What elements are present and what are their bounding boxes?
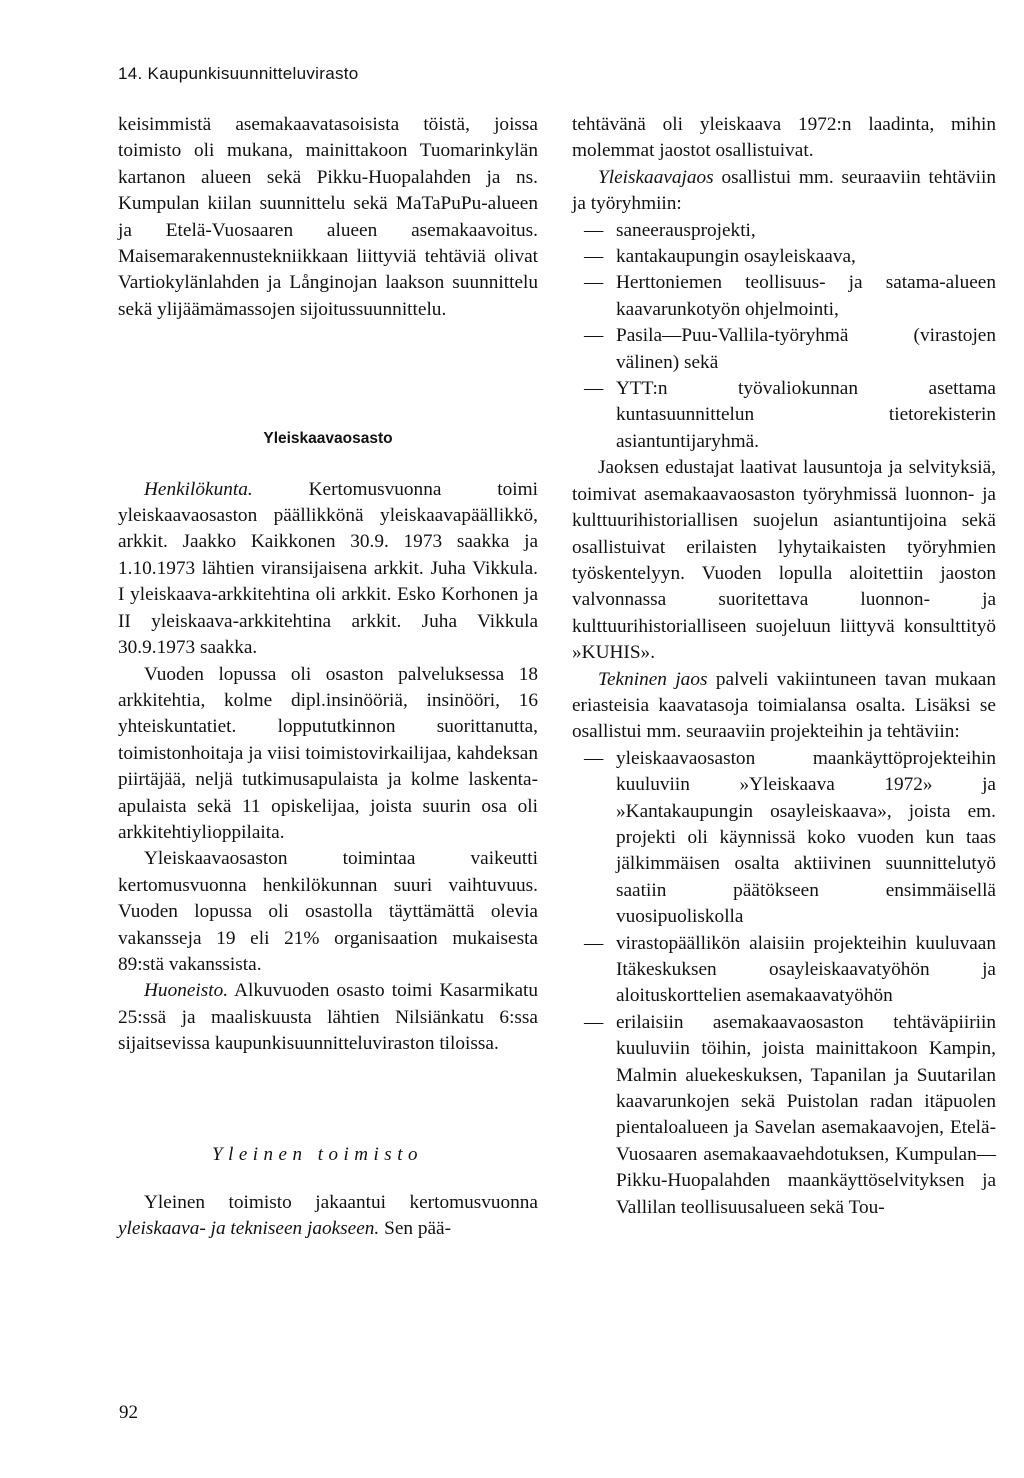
staff-paragraph: Vuoden lopussa oli osaston palveluksessa 18 arkkitehtia, kolme dipl.insinööriä, insinööri, 16 yhteiskuntatiet. loppututkinnon suorittanutta, toimistonhoitaja ja viisi toimistovirkailijaa, kahdeksan piirtäjää, neljä tutkimusapulaista ja kolme laskenta-apulaista sekä 11 opiskelijaa, joista suurin osa oli arkkitehtiylioppilaita. [118,663,538,843]
huoneisto-text: Alkuvuoden osasto toimi Kasarmikatu 25:ssä ja maaliskuusta lähtien Nilsiänkatu 6:ssa sijaitsevissa kaupunkisuunnitteluviraston tiloissa. [118,980,538,1055]
tekninen-label: Tekninen jaos [598,668,708,690]
tekninen-paragraph [572,667,996,746]
running-head: 14. Kaupunkisuunnitteluvirasto [118,64,359,83]
yleiskaavajaos-text: osallistui mm. seuraaviin tehtäviin ja työryhmiin: [572,166,996,215]
section-heading-yleiskaavaosasto: Yleiskaavaosasto [263,430,393,448]
list-item: — Herttoniemen teollisuus- ja satama-alueen kaavarunkotyön ohjelmointi, [572,270,996,323]
list-item: — yleiskaavaosaston maankäyttöprojekteihin kuuluviin »Yleiskaava 1972» ja »Kantakaupungin osayleiskaava», joista em. projekti oli käynnissä koko vuoden kun taas jälkimmäisen osalta aktiivinen suunnittelutyö saatiin päätökseen ensimmäisellä vuosipuoliskolla [572,746,996,931]
huoneisto-paragraph [118,978,538,1057]
task-list [572,218,996,456]
list-item: — Pasila—Puu-Vallila-työryhmä (virastojen välinen) sekä [572,323,996,376]
yleinen-paragraph [118,1190,538,1243]
yleiskaavajaos-paragraph [572,165,996,218]
subsection-heading-yleinen-toimisto: Yleinen toimisto [212,1143,423,1165]
henkilokunta-text: Kertomusvuonna toimi yleiskaavaosaston päällikkönä yleiskaavapäällikkö, arkkit. Jaakko Kaikkonen 30.9. 1973 saakka ja 1.10.1973 lähtien viransijaisena arkkit. Juha Vikkula. I yleiskaava-arkkitehtina oli arkkit. Esko Korhonen ja II yleiskaava-arkkitehtina arkkit. Juha Vikkula 30.9.1973 saakka. [118,478,538,659]
project-list [572,746,996,1221]
yleinen-start: Yleinen toimisto jakaantui kertomusvuonna [144,1192,538,1213]
intro-paragraph: keisimmistä asemakaavatasoisista töistä, joissa toimisto oli mukana, mainittakoon Tuomarinkylän kartanon alueen sekä Pikku-Huopalahden ja ns. Kumpulan kiilan suunnittelu sekä MaTaPuPu-alueen ja Etelä-Vuosaaren alueen asemakaavoitus. Maisemarakennustekniikkaan liittyviä tehtäviä olivat Vartiokylänlahden ja Långinojan laakson suunnittelu sekä ylijäämämassojen sijoitussuunnittelu. [118,114,538,320]
list-item: — erilaisiin asemakaavaosaston tehtäväpiiriin kuuluviin töihin, joista mainittakoon Kampin, Malmin aluekeskuksen, Tapanilan ja Suutarilan kaavarunkojen sekä Puistolan radan itäpuolen pientaloalueen ja Savelan asemakaavojen, Etelä-Vuosaaren asemakaavaehdotuksen, Kumpulan—Pikku-Huopalahden maankäyttöselvityksen ja Vallilan teollisuusalueen sekä Tou- [572,1010,996,1221]
tekninen-text: palveli vakiintuneen tavan mukaan eriasteisia kaavatasoja toimialansa osalta. Lisäksi se osallistui mm. seuraaviin projekteihin ja tehtäviin: [572,668,996,743]
page-number: 92 [119,1402,138,1423]
yleinen-italic: yleiskaava- ja tekniseen jaokseen. [118,1218,380,1240]
continuation-paragraph: tehtävänä oli yleiskaava 1972:n laadinta, mihin molemmat jaostot osallistuivat. [572,114,996,162]
right-column [572,112,996,1221]
vacancy-paragraph: Yleiskaavaosaston toimintaa vaikeutti kertomusvuonna henkilökunnan suuri vaihtuvuus. Vuoden lopussa oli osastolla täyttämättä olevia vakansseja 19 eli 21% organisaation mukaisesta 89:stä vakanssista. [118,848,538,975]
list-item: — saneerausprojekti, [572,218,996,244]
left-column [118,112,538,1243]
jaoksen-paragraph: Jaoksen edustajat laativat lausuntoja ja selvityksiä, toimivat asemakaavaosaston työryhmissä luonnon- ja kulttuurihistoriallisen suojelun asiantuntijoina sekä osallistuivat erilaisten lyhytaikaisten työryhmien työskentelyyn. Vuoden lopulla aloitettiin jaoston valvonnassa suoritettava luonnon- ja kulttuurihistorialliseen suojeluun liittyvä konsulttityö »KUHIS». [572,457,996,664]
yleinen-end: Sen pää- [384,1218,452,1240]
henkilokunta-paragraph [118,477,538,662]
huoneisto-label: Huoneisto. [144,980,229,1002]
list-item: — kantakaupungin osayleiskaava, [572,244,996,270]
list-item: — YTT:n työvaliokunnan asettama kuntasuunnittelun tietorekisterin asiantuntijaryhmä. [572,376,996,455]
list-item: — virastopäällikön alaisiin projekteihin kuuluvaan Itäkeskuksen osayleiskaavatyöhön ja aloituskorttelien asemakaavatyöhön [572,931,996,1010]
henkilokunta-label: Henkilökunta. [144,478,253,500]
yleiskaavajaos-label: Yleiskaavajaos [598,166,714,188]
